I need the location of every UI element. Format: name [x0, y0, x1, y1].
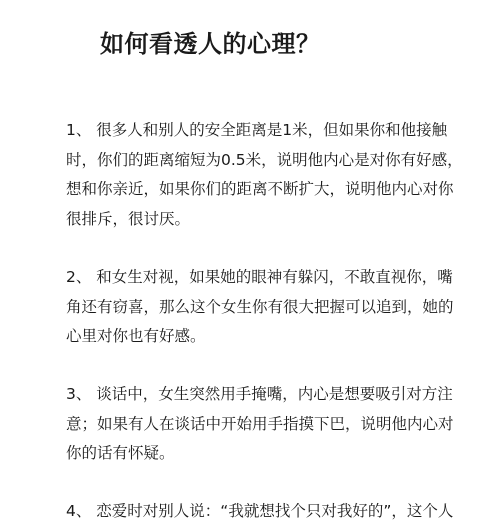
paragraph-4 — [66, 497, 481, 527]
paragraph-line: 2、 和女生对视，如果她的眼神有躲闪，不敢直视你，嘴 — [66, 268, 453, 286]
paragraph-line: 1、 很多人和别人的安全距离是1米，但如果你和他接触 — [66, 121, 448, 139]
paragraph-line: 心里对你也有好感。 — [66, 327, 206, 345]
paragraph-line: 想和你亲近，如果你们的距离不断扩大，说明他内心对你 — [66, 180, 454, 198]
article-title: 如何看透人的心理？ — [100, 30, 321, 58]
paragraph-line: 你的话有怀疑。 — [66, 444, 175, 462]
paragraph-2 — [66, 263, 481, 352]
paragraph-line: 4、 恋爱时对别人说：“我就想找个只对我好的”，这个人 — [66, 502, 454, 520]
paragraph-line: 很排斥，很讨厌。 — [66, 209, 191, 228]
paragraph-line: 3、 谈话中，女生突然用手掩嘴，内心是想要吸引对方注 — [66, 385, 453, 403]
paragraph-3 — [66, 380, 481, 469]
paragraph-line: 意；如果有人在谈话中开始用手指摸下巴，说明他内心对 — [66, 414, 454, 433]
paragraph-line: 时，你们的距离缩短为0.5米，说明他内心是对你有好感， — [66, 150, 463, 169]
paragraph-1 — [66, 116, 481, 234]
paragraph-line: 角还有窃喜，那么这个女生你有很大把握可以追到，她的 — [66, 297, 454, 316]
